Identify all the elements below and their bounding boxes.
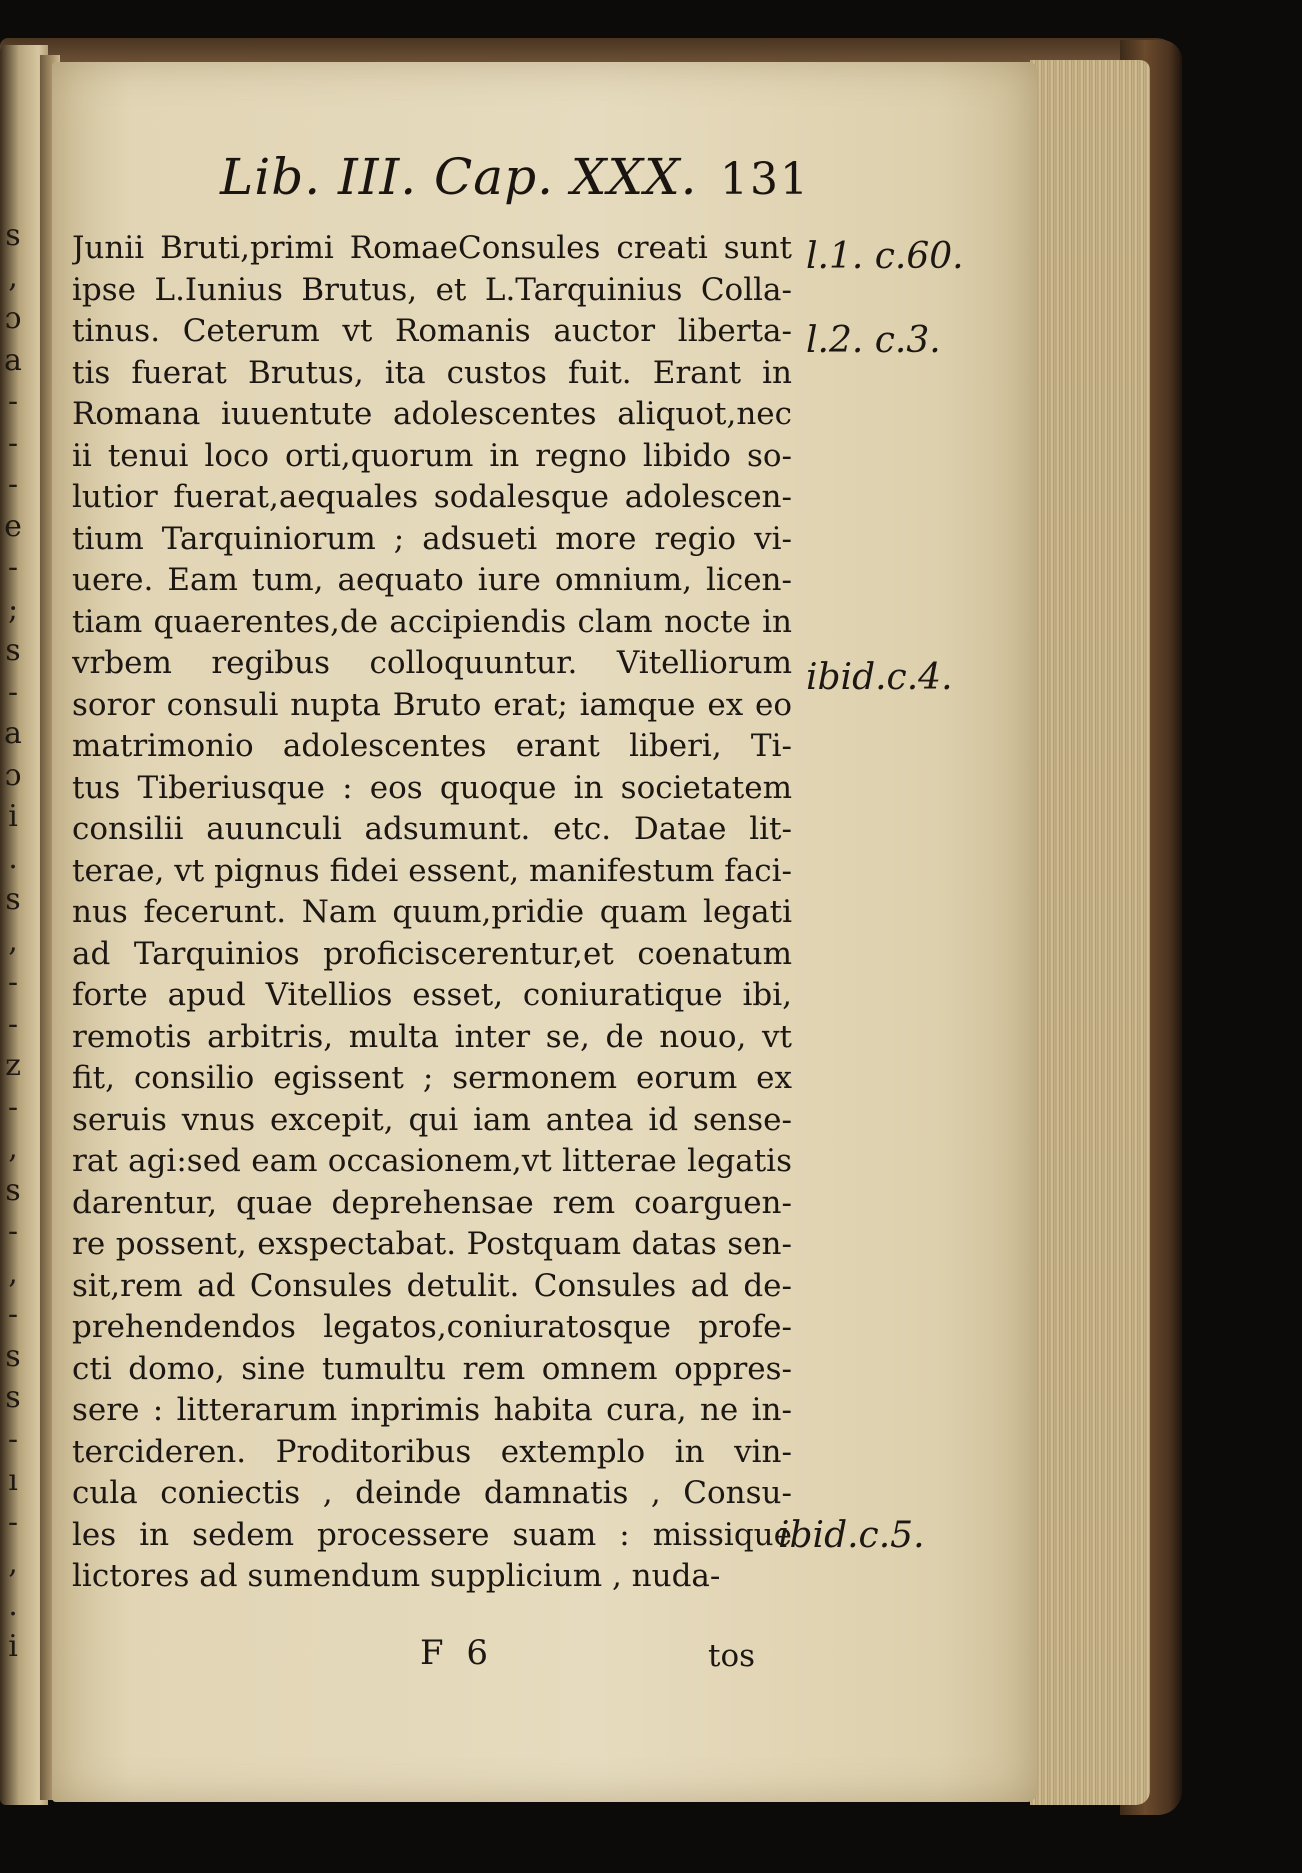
margin-note: l.2. c.3. [806,320,941,361]
bleed-char: s [5,218,21,253]
text-line: cula coniectis , deinde damnatis , Consu- [72,1475,792,1511]
bleed-char: s [5,1172,21,1208]
bleed-char: - [7,467,19,502]
bleed-char: s [5,882,21,917]
text-line: tinus. Ceterum vt Romanis auctor liberta- [72,313,792,349]
text-line: tus Tiberiusque : eos quoque in societatem [72,769,792,806]
text-line: tium Tarquiniorum ; adsueti more regio vi- [72,520,792,557]
text-line: re possent, exspectabat. Postquam datas sen- [72,1226,792,1262]
bleed-char: ɔ [4,757,22,793]
bleed-char: , [8,1546,18,1581]
bleed-char: , [8,259,18,295]
page-number: 131 [720,154,810,205]
text-line: Junii Bruti,primi RomaeConsules creati sunt [72,230,792,266]
bleed-char: - [7,1214,19,1249]
running-head [220,148,820,208]
running-title: Lib. III. Cap. XXX. [220,148,698,206]
text-line: terae, vt pignus fidei essent, manifestum faci- [72,852,792,889]
text-line: tiam quaerentes,de accipiendis clam nocte in [72,603,792,640]
text-line: sere : litterarum inprimis habita cura, ne in- [72,1392,792,1428]
text-line: nus fecerunt. Nam quum,pridie quam legati [72,894,792,930]
text-line: remotis arbitris, multa inter se, de nouo, vt [72,1018,792,1055]
bleed-char: - [7,965,19,1000]
text-line: fit, consilio egissent ; sermonem eorum ex [72,1060,792,1096]
bleed-char: , [8,1255,18,1291]
facing-page-bleed [0,215,26,1668]
bleed-char: a [4,342,22,378]
bleed-char: . [8,840,18,876]
text-line: forte apud Vitellios esset, coniuratique ibi, [72,977,792,1013]
text-line: ii tenui loco orti,quorum in regno libido so- [72,437,792,474]
bleed-char: ɔ [4,301,22,336]
margin-note: l.1. c.60. [806,236,964,277]
text-line: vrbem regibus colloquuntur. Vitelliorum [72,645,792,681]
bleed-char: i [8,799,18,834]
bleed-char: s [5,1380,21,1415]
body-text [72,228,792,1598]
bleed-char: - [7,1504,19,1540]
text-line: tis fuerat Brutus, ita custos fuit. Erant in [72,354,792,391]
bleed-char: s [5,633,21,668]
bleed-char: ; [7,591,19,627]
bleed-char: - [7,550,19,585]
page-fore-edge [1030,60,1150,1805]
bleed-char: ı [8,1463,18,1498]
bleed-char: a [4,716,22,751]
text-line: soror consuli nupta Bruto erat; iamque ex eo [72,686,792,723]
bleed-char: i [8,1629,18,1664]
bleed-char: , [8,923,18,959]
signature-mark: F 6 [420,1633,495,1673]
bleed-char: - [7,425,19,461]
bleed-char: z [5,1048,21,1083]
text-line: lutior fuerat,aequales sodalesque adolescen- [72,479,792,515]
text-line: prehendendos legatos,coniuratosque profe- [72,1309,792,1345]
text-line: uere. Eam tum, aequato iure omnium, licen- [72,562,792,598]
bleed-char: - [7,384,19,419]
bleed-char: , [8,1131,18,1166]
text-line: Romana iuuentute adolescentes aliquot,nec [72,396,792,432]
bleed-char: - [7,1297,19,1332]
bleed-char: - [7,1421,19,1457]
bleed-char: - [7,1089,19,1125]
text-line: rat agi:sed eam occasionem,vt litterae legatis [72,1143,792,1179]
text-line: matrimonio adolescentes erant liberi, Ti- [72,728,792,764]
margin-note: ibid.c.5. [778,1515,925,1556]
bleed-char: e [4,508,22,544]
bleed-char: . [8,1587,18,1623]
text-line: consilii auunculi adsumunt. etc. Datae lit- [72,811,792,847]
text-line: ad Tarquinios proficiscerentur,et coenatum [72,935,792,972]
text-line: lictores ad sumendum supplicium , nuda- [72,1558,721,1594]
text-line: ipse L.Iunius Brutus, et L.Tarquinius Colla- [72,271,792,308]
catchword: tos [708,1638,756,1674]
text-line: sit,rem ad Consules detulit. Consules ad de- [72,1267,792,1304]
bleed-char: s [5,1338,21,1374]
margin-note: ibid.c.4. [806,657,953,698]
text-line: cti domo, sine tumultu rem omnem oppres- [72,1350,792,1387]
bleed-char: - [7,1006,19,1042]
text-line: darentur, quae deprehensae rem coarguen- [72,1184,792,1221]
text-line: seruis vnus excepit, qui iam antea id sense- [72,1101,792,1138]
bleed-char: - [7,674,19,710]
text-line: tercideren. Proditoribus extemplo in vin- [72,1433,792,1470]
book-top-cover [0,38,1180,64]
text-line: les in sedem processere suam : missique [72,1516,792,1553]
